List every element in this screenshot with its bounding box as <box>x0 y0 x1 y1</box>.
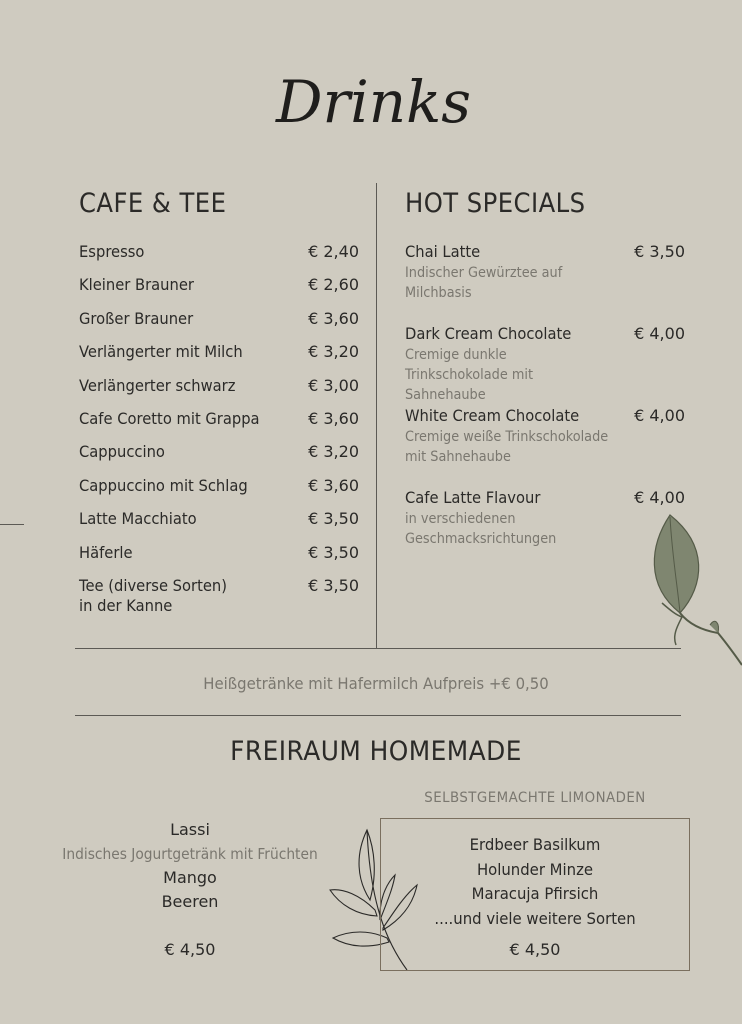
menu-item <box>79 309 359 342</box>
menu-item <box>79 242 359 275</box>
hot-specials-heading: HOT SPECIALS <box>405 188 586 219</box>
item-price: € 3,60 <box>308 475 359 495</box>
item-name-line2: in der Kanne <box>79 595 173 615</box>
section-divider <box>75 648 681 649</box>
limonaden-price: € 4,50 <box>509 940 561 959</box>
item-name: Kleiner Brauner <box>79 275 194 295</box>
item-description: in verschiedenen Geschmacksrichtungen <box>405 511 557 547</box>
menu-item <box>79 342 359 375</box>
lassi-flavor: Mango <box>163 868 217 887</box>
cafe-tee-section <box>79 186 359 615</box>
item-price: € 3,50 <box>308 509 359 529</box>
item-name: White Cream Chocolate <box>405 406 580 425</box>
item-name: Cafe Latte Flavour <box>405 488 541 507</box>
menu-item <box>79 275 359 308</box>
item-description: Cremige weiße Trinkschokolade mit Sahnehaube <box>405 429 609 465</box>
item-name: Cafe Coretto mit Grappa <box>79 408 260 428</box>
menu-item <box>79 409 359 442</box>
limonade-item: Holunder Minze <box>476 859 594 879</box>
item-price: € 3,60 <box>308 408 359 428</box>
item-price: € 2,60 <box>308 275 359 295</box>
menu-item <box>79 442 359 475</box>
item-price: € 3,50 <box>634 242 685 261</box>
item-price: € 3,60 <box>308 308 359 328</box>
column-divider <box>376 183 377 649</box>
hot-specials-section <box>405 186 690 547</box>
menu-item <box>79 509 359 542</box>
limonaden-box <box>380 818 690 971</box>
item-name: Espresso <box>79 242 145 261</box>
item-price: € 4,00 <box>634 324 685 343</box>
item-name: Dark Cream Chocolate <box>405 324 572 343</box>
svg-text:Drinks: Drinks <box>276 68 472 136</box>
limonaden-list <box>381 833 689 931</box>
lassi-price: € 4,50 <box>164 940 216 959</box>
lassi-block <box>40 818 340 959</box>
oat-milk-note: Heißgetränke mit Hafermilch Aufpreis +€ 0,50 <box>203 674 549 693</box>
item-price: € 3,50 <box>308 542 359 562</box>
lassi-description: Indisches Jogurtgetränk mit Früchten <box>62 845 318 863</box>
section-divider <box>75 715 681 716</box>
menu-item <box>79 543 359 576</box>
item-name: Verlängerter schwarz <box>79 375 236 395</box>
item-price: € 2,40 <box>308 242 359 261</box>
limonade-item: Erdbeer Basilkum <box>469 835 601 854</box>
item-name: Latte Macchiato <box>79 509 197 529</box>
drinks-title-script <box>268 50 488 150</box>
item-price: € 3,20 <box>308 342 359 362</box>
cafe-tee-list <box>79 242 359 616</box>
limonade-item: Maracuja Pfirsich <box>471 884 599 903</box>
item-price: € 4,00 <box>634 488 685 507</box>
limonade-item: ....und viele weitere Sorten <box>434 908 636 928</box>
item-price: € 4,00 <box>634 406 685 425</box>
item-name: Häferle <box>79 542 133 562</box>
cafe-tee-heading: CAFE & TEE <box>79 188 227 219</box>
lassi-name: Lassi <box>170 820 210 839</box>
limonaden-heading: SELBSTGEMACHTE LIMONADEN <box>424 790 646 806</box>
edge-divider <box>0 524 24 525</box>
item-price: € 3,00 <box>308 375 359 395</box>
homemade-heading: FREIRAUM HOMEMADE <box>230 736 522 767</box>
menu-item <box>79 576 359 616</box>
item-description: Cremige dunkle Trinkschokolade mit Sahnehaube <box>405 347 534 403</box>
item-name-line1: Tee (diverse Sorten) <box>79 575 227 595</box>
item-name: Cappuccino mit Schlag <box>79 475 248 495</box>
menu-item <box>79 476 359 509</box>
item-name: Cappuccino <box>79 442 165 462</box>
item-description: Indischer Gewürztee auf Milchbasis <box>405 265 563 301</box>
menu-item <box>79 376 359 409</box>
lassi-flavor: Beeren <box>161 892 219 911</box>
item-name: Großer Brauner <box>79 308 194 328</box>
item-price: € 3,20 <box>308 442 359 462</box>
item-price: € 3,50 <box>308 575 359 595</box>
item-name: Verlängerter mit Milch <box>79 342 243 362</box>
leaf-decoration-icon <box>640 505 742 675</box>
item-name <box>79 576 227 616</box>
item-name: Chai Latte <box>405 242 481 261</box>
